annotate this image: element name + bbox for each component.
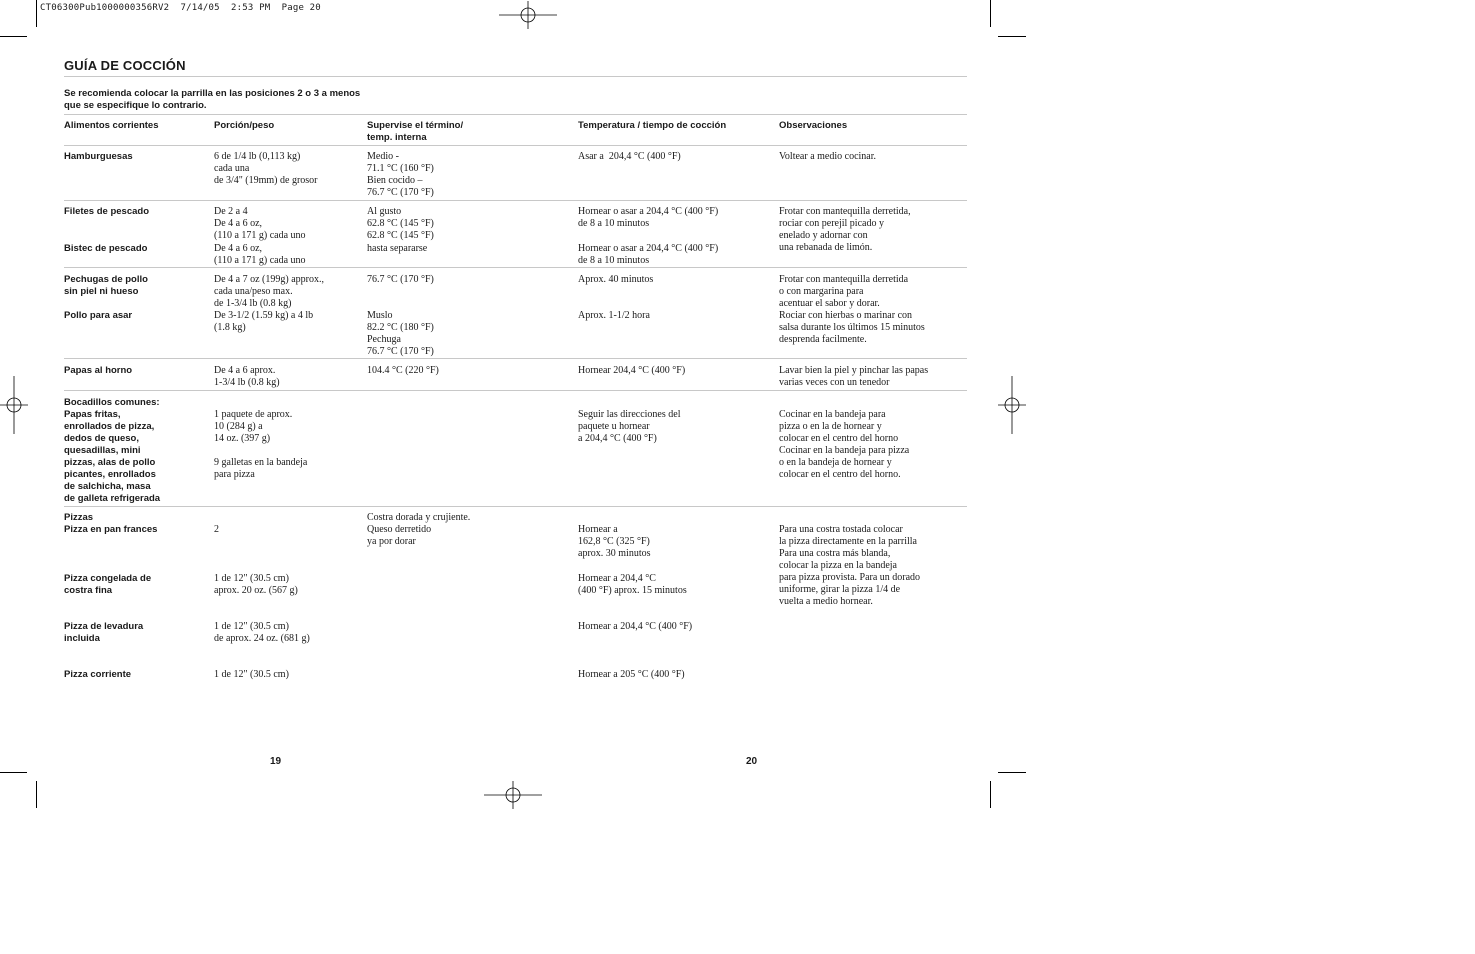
table-row-food: Pizza congelada de costra fina <box>64 573 152 596</box>
table-row-portion: De 4 a 7 oz (199g) approx., cada una/peso max. de 1-3/4 lb (0.8 kg) <box>214 274 324 309</box>
registration-mark-left <box>0 376 28 434</box>
row-divider <box>64 267 967 268</box>
table-row-supervise: Muslo 82.2 °C (180 °F) Pechuga 76.7 °C (170 °F) <box>367 310 434 357</box>
table-row-supervise: hasta separarse <box>367 243 428 254</box>
table-row-notes: Voltear a medio cocinar. <box>779 151 877 162</box>
table-row-temp: Seguir las direcciones del paquete u hornear a 204,4 °C (400 °F) <box>578 409 681 444</box>
crop-mark <box>998 36 1026 37</box>
table-row-portion: De 4 a 6 aprox. 1-3/4 lb (0.8 kg) <box>214 365 280 388</box>
table-row-food: Pizza de levadura incluida <box>64 621 144 644</box>
row-divider <box>64 390 967 391</box>
registration-mark-top <box>499 1 557 29</box>
table-row-notes: Rociar con hierbas o marinar con salsa durante los últimos 15 minutos desprenda facilmente. <box>779 310 925 345</box>
table-row-supervise: 76.7 °C (170 °F) <box>367 274 434 285</box>
table-row-temp: Aprox. 40 minutos <box>578 274 654 285</box>
crop-mark <box>0 772 27 773</box>
table-row-portion: De 3-1/2 (1.59 kg) a 4 lb (1.8 kg) <box>214 310 314 333</box>
header-divider <box>64 145 967 146</box>
crop-mark <box>0 36 27 37</box>
table-row-temp: Hornear a 162,8 °C (325 °F) aprox. 30 minutos <box>578 524 651 559</box>
table-row-notes: Lavar bien la piel y pinchar las papas varias veces con un tenedor <box>779 365 929 388</box>
header-notes: Observaciones <box>779 120 848 131</box>
table-row-supervise: Al gusto 62.8 °C (145 °F) 62.8 °C (145 °F) <box>367 206 434 241</box>
table-row-supervise: Medio - 71.1 °C (160 °F) Bien cocido – 76.7 °C (170 °F) <box>367 151 434 198</box>
table-row-portion: 2 <box>214 524 219 535</box>
page-number-left: 19 <box>270 756 282 767</box>
table-row-temp: Hornear a 204,4 °C (400 °F) <box>578 621 693 632</box>
table-row-food: Pollo para asar <box>64 310 133 321</box>
table-row-food: Pechugas de pollo sin piel ni hueso <box>64 274 148 297</box>
table-row-portion: 1 paquete de aprox. 10 (284 g) a 14 oz. (397 g) 9 galletas en la bandeja para pizza <box>214 409 308 480</box>
table-row-food: Papas al horno <box>64 365 133 376</box>
table-row-temp: Hornear a 205 °C (400 °F) <box>578 669 685 680</box>
table-row-portion: 6 de 1/4 lb (0,113 kg) cada una de 3/4" (19mm) de grosor <box>214 151 318 186</box>
table-row-temp: Hornear o asar a 204,4 °C (400 °F) de 8 a 10 minutos <box>578 243 719 266</box>
table-row-temp: Hornear o asar a 204,4 °C (400 °F) de 8 a 10 minutos <box>578 206 719 229</box>
table-row-temp: Asar a 204,4 °C (400 °F) <box>578 151 681 162</box>
table-top-divider <box>64 114 967 115</box>
table-row-supervise: 104.4 °C (220 °F) <box>367 365 439 376</box>
intro-note: Se recomienda colocar la parrilla en las posiciones 2 o 3 a menos que se especifique lo contrario. <box>64 88 361 111</box>
table-row-food: Pizzas Pizza en pan frances <box>64 512 158 535</box>
table-row-temp: Hornear a 204,4 °C (400 °F) aprox. 15 minutos <box>578 573 687 596</box>
page-number-right: 20 <box>746 756 758 767</box>
table-row-portion: 1 de 12" (30.5 cm) aprox. 20 oz. (567 g) <box>214 573 298 596</box>
header-food: Alimentos corrientes <box>64 120 159 131</box>
table-row-food: Bocadillos comunes: Papas fritas, enrollados de pizza, dedos de queso, quesadillas, mini pizzas, alas de pollo picantes, enrollados de salchicha, masa de galleta refrigerada <box>64 397 161 504</box>
table-row-notes: Cocinar en la bandeja para pizza o en la de hornear y colocar en el centro del horno Cocinar en la bandeja para pizza o en la bandeja de hornear y colocar en el centro del horno. <box>779 409 910 480</box>
table-row-temp: Aprox. 1-1/2 hora <box>578 310 650 321</box>
table-row-food: Pizza corriente <box>64 669 132 680</box>
row-divider <box>64 200 967 201</box>
crop-mark <box>990 781 991 808</box>
title-divider <box>64 76 967 77</box>
registration-mark-bottom <box>484 781 542 809</box>
table-row-food: Filetes de pescado <box>64 206 150 217</box>
registration-mark-right <box>998 376 1026 434</box>
crop-mark <box>990 0 991 27</box>
table-row-portion: De 2 a 4 De 4 a 6 oz, (110 a 171 g) cada uno <box>214 206 306 241</box>
table-row-food: Bistec de pescado <box>64 243 148 254</box>
table-row-portion: De 4 a 6 oz, (110 a 171 g) cada uno <box>214 243 306 266</box>
table-row-notes: Para una costra tostada colocar la pizza directamente en la parrilla Para una costra más blanda, colocar la pizza en la bandeja para pizza provista. Para un dorado uniforme, girar la pizza 1/4 de vuelta a medio hornear. <box>779 524 921 607</box>
header-temperature: Temperatura / tiempo de cocción <box>578 120 727 131</box>
row-divider <box>64 358 967 359</box>
table-row-notes: Frotar con mantequilla derretida, rociar con perejil picado y enelado y adornar con una rebanada de limón. <box>779 206 911 253</box>
row-divider <box>64 506 967 507</box>
header-supervise: Supervise el término/ temp. interna <box>367 120 464 143</box>
table-row-temp: Hornear 204,4 °C (400 °F) <box>578 365 686 376</box>
crop-mark <box>36 781 37 808</box>
table-row-food: Hamburguesas <box>64 151 133 162</box>
table-row-notes: Frotar con mantequilla derretida o con margarina para acentuar el sabor y dorar. <box>779 274 909 309</box>
printer-slug-line: CT06300Pub1000000356RV2 7/14/05 2:53 PM Page 20 <box>40 3 321 13</box>
table-row-supervise: Costra dorada y crujiente. Queso derretido ya por dorar <box>367 512 471 547</box>
page-title: GUÍA DE COCCIÓN <box>64 58 186 73</box>
table-row-portion: 1 de 12" (30.5 cm) <box>214 669 289 680</box>
header-portion: Porción/peso <box>214 120 275 131</box>
crop-mark <box>998 772 1026 773</box>
crop-mark <box>36 0 37 27</box>
table-row-portion: 1 de 12" (30.5 cm) de aprox. 24 oz. (681 g) <box>214 621 310 644</box>
